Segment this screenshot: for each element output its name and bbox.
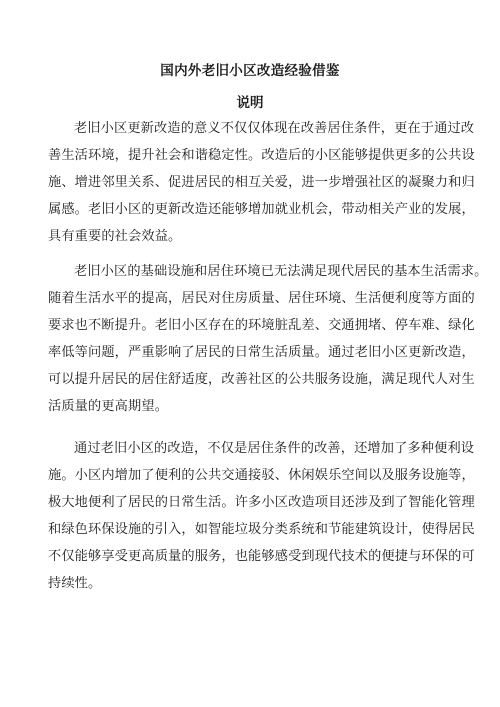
paragraph-2-line-6: 活质量的更高期望。	[48, 399, 169, 414]
document-title: 国内外老旧小区改造经验借鉴	[160, 63, 340, 79]
paragraph-3-line-4: 和绿色环保设施的引入，如智能垃圾分类系统和节能建筑设计，使得居民	[48, 522, 475, 537]
paragraph-3-line-2: 施。小区内增加了便利的公共交通接驳、休闲娱乐空间以及服务设施等，	[48, 468, 475, 483]
paragraph-1-line-3: 施、增进邻里关系、促进居民的相互关爱，进一步增强社区的凝聚力和归	[48, 175, 475, 190]
paragraph-3-line-1: 通过老旧小区的改造，不仅是居住条件的改善，还增加了多种便利设	[74, 441, 475, 456]
section-title: 说明	[236, 95, 264, 111]
paragraph-2-line-3: 要求也不断提升。老旧小区存在的环境脏乱差、交通拥堵、停车难、绿化	[48, 318, 475, 333]
paragraph-3-line-5: 不仅能够享受更高质量的服务，也能够感受到现代技术的便捷与环保的可	[48, 549, 475, 564]
paragraph-1-line-1: 老旧小区更新改造的意义不仅仅体现在改善居住条件，更在于通过改	[74, 121, 475, 136]
paragraph-2-line-5: 可以提升居民的居住舒适度，改善社区的公共服务设施，满足现代人对生	[48, 372, 475, 387]
paragraph-2-line-4: 率低等问题，严重影响了居民的日常生活质量。通过老旧小区更新改造，	[48, 345, 475, 360]
paragraph-3-line-3: 极大地便利了居民的日常生活。许多小区改造项目还涉及到了智能化管理	[48, 495, 475, 510]
paragraph-1-line-5: 具有重要的社会效益。	[48, 229, 182, 244]
paragraph-1-line-2: 善生活环境，提升社会和谐稳定性。改造后的小区能够提供更多的公共设	[48, 148, 475, 163]
paragraph-2-line-2: 随着生活水平的提高，居民对住房质量、居住环境、生活便利度等方面的	[48, 291, 475, 306]
paragraph-3-line-6: 持续性。	[48, 576, 102, 591]
paragraph-2-line-1: 老旧小区的基础设施和居住环境已无法满足现代居民的基本生活需求。	[74, 264, 488, 279]
paragraph-1-line-4: 属感。老旧小区的更新改造还能够增加就业机会，带动相关产业的发展，	[48, 202, 475, 217]
